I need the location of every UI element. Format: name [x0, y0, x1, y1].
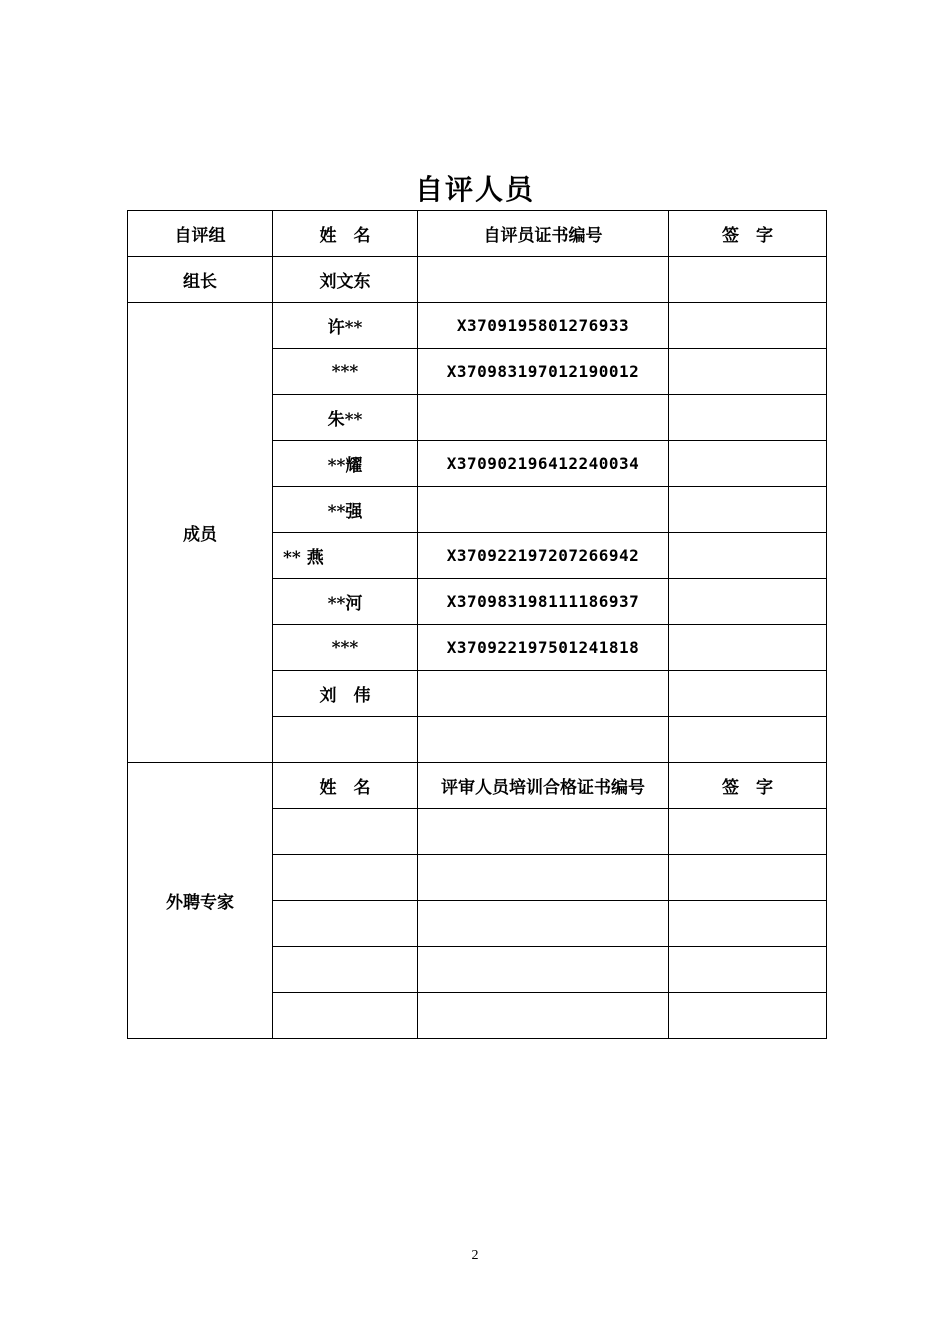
member-row: [128, 303, 827, 349]
expert-cert: [418, 809, 669, 855]
member-name: ** 燕: [273, 533, 418, 579]
member-sign: [669, 579, 827, 625]
member-name: [273, 717, 418, 763]
member-sign: [669, 671, 827, 717]
expert-sign: [669, 901, 827, 947]
leader-sign: [669, 257, 827, 303]
header-name: 姓 名: [273, 211, 418, 257]
member-cert: X370983198111186937: [418, 579, 669, 625]
expert-cert: [418, 901, 669, 947]
experts-header-row: [128, 763, 827, 809]
member-sign: [669, 487, 827, 533]
leader-cert: [418, 257, 669, 303]
experts-header-sign: 签 字: [669, 763, 827, 809]
leader-name: 刘文东: [273, 257, 418, 303]
member-name: ***: [273, 349, 418, 395]
member-name: 许**: [273, 303, 418, 349]
member-sign: [669, 533, 827, 579]
page-title: 自评人员: [414, 173, 535, 206]
member-sign: [669, 303, 827, 349]
header-sign: 签 字: [669, 211, 827, 257]
member-name: **耀: [273, 441, 418, 487]
member-cert: X370922197501241818: [418, 625, 669, 671]
expert-name: [273, 809, 418, 855]
header-group: 自评组: [128, 211, 273, 257]
member-name: 朱**: [273, 395, 418, 441]
leader-row: [128, 257, 827, 303]
member-cert: [418, 487, 669, 533]
expert-name: [273, 901, 418, 947]
expert-name: [273, 855, 418, 901]
experts-label: 外聘专家: [128, 763, 273, 1039]
member-name: ***: [273, 625, 418, 671]
page-number: 2: [471, 1248, 479, 1263]
member-name: 刘 伟: [273, 671, 418, 717]
member-cert: [418, 671, 669, 717]
member-cert: X370902196412240034: [418, 441, 669, 487]
expert-sign: [669, 993, 827, 1039]
member-sign: [669, 395, 827, 441]
member-cert: X370983197012190012: [418, 349, 669, 395]
expert-sign: [669, 947, 827, 993]
expert-sign: [669, 855, 827, 901]
member-cert: [418, 717, 669, 763]
expert-name: [273, 993, 418, 1039]
member-sign: [669, 349, 827, 395]
member-sign: [669, 717, 827, 763]
member-name: **强: [273, 487, 418, 533]
expert-cert: [418, 947, 669, 993]
member-sign: [669, 625, 827, 671]
member-cert: [418, 395, 669, 441]
expert-sign: [669, 809, 827, 855]
member-cert: X3709195801276933: [418, 303, 669, 349]
expert-name: [273, 947, 418, 993]
header-cert: 自评员证书编号: [418, 211, 669, 257]
expert-cert: [418, 993, 669, 1039]
table-header-row: [128, 211, 827, 257]
member-sign: [669, 441, 827, 487]
self-evaluation-staff-table: [127, 210, 827, 1039]
members-label: 成员: [128, 303, 273, 763]
expert-cert: [418, 855, 669, 901]
experts-header-cert: 评审人员培训合格证书编号: [418, 763, 669, 809]
member-name: **河: [273, 579, 418, 625]
experts-header-name: 姓 名: [273, 763, 418, 809]
leader-role: 组长: [128, 257, 273, 303]
member-cert: X370922197207266942: [418, 533, 669, 579]
